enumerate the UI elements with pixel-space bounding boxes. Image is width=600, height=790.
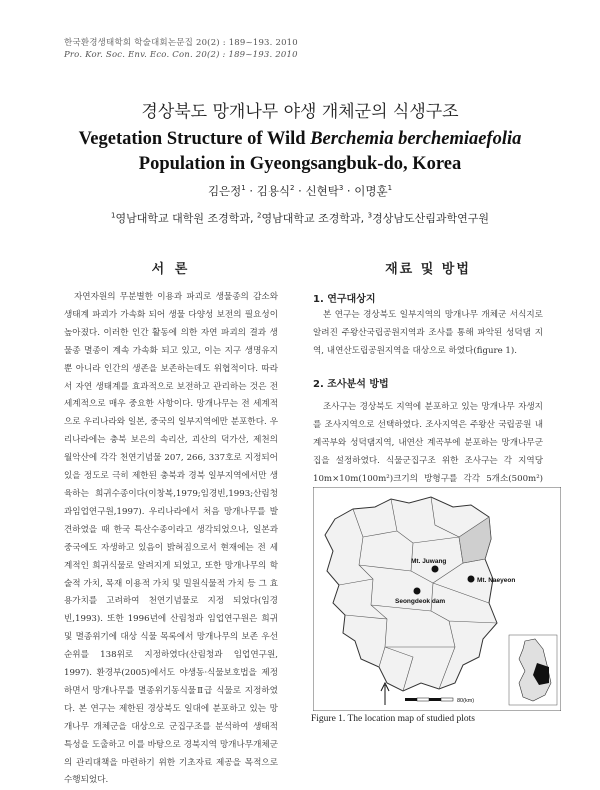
site-marker-juwang bbox=[432, 566, 439, 573]
title-korean: 경상북도 망개나무 야생 개체군의 식생구조 bbox=[141, 102, 459, 122]
title-english-line2: Population in Gyeongsangbuk-do, Korea bbox=[138, 154, 462, 174]
site-label-juwang: Mt. Juwang bbox=[411, 558, 447, 565]
affiliation-mark: 1 bbox=[111, 211, 116, 220]
inset-map-korea bbox=[509, 635, 557, 705]
title-english-line1 bbox=[0, 129, 600, 150]
affiliation-mark: 3 bbox=[367, 211, 373, 220]
methods-paragraph-2: 조사구는 경상북도 지역에 분포하고 있는 망개나무 자생지를 조사지역으로 선택하였다. 조사지역은 주왕산 국립공원 내 계곡부와 성덕댐지역, 내연산 계곡부에 분포하는 망개나무군집을 설정하였다. 식물군집구조 위한 조사구는 각 지역당 10m×10m(100m²)크기의 방형구를 각각 5개소(500m²) bbox=[313, 402, 543, 484]
affiliation-text: 경상남도산림과학연구원 bbox=[372, 212, 489, 225]
journal-citation-en: Pro. Kor. Soc. Env. Eco. Con. 20(2) : 189~193. 2010 bbox=[64, 50, 298, 60]
intro-paragraph: 자연자원의 무분별한 이용과 파괴로 생물종의 감소와 생태계 파괴가 가속화 되어 생물 다양성 보전의 필요성이 높아졌다. 이러한 인간 활동에 의한 자연 파괴의 결과 생물종 멸종이 계속 가속화 되고 있고, 이는 지구 생명유지 뿐 아니라 인간의 생존을 보존하는데도 위협적이다. 따라서 자연 생태계를 효과적으로 보전하고 관리하는 것은 전 세계적으로 매우 중요한 사항이다. 망개나무는 전 세계적으로 우리나라와 일본, 중국의 일부지역에만 분포한다. 우리나라에는 충북 보은의 속리산, 괴산의 덕가산, 제천의 월악산에 각각 천연기념물 207, 266, 337호로 지정되어 있을 정도로 극히 제한된 충북과 경북 일부지역에서만 생육하는 희귀수종이다(이창복,1979;임경빈,1993;산림청과임업연구원,1997). 우리나라에서 처음 망개나무를 발견하였을 때 한국 특산수종이라고 생각되었으나, 일본과 중국에도 자생하고 있음이 밝혀짐으로서 현재에는 전 세계적인 희귀식물로 알려지게 되었고, 또한 망개나무의 학술적 가치, 목재 이용적 가치 및 밀원식물적 가치 등 그 효용가치를 고려하여 천연기념물로 지정 되었다(임경빈,1993). 또한 1996년에 산림청과 임업연구원은 희귀 및 멸종위기에 대상 식물 목록에서 망개나무의 보존 우선순위를 138위로 지정하였다(산림청과 임업연구원, 1997). 환경부(2005)에서도 야생동·식물보호법을 제정하면서 망개나무를 멸종위기동식물Ⅱ급 식물로 지정하였다. 본 연구는 제한된 경상북도 일대에 분포하고 있는 망개나무 개체군을 대상으로 군집구조를 분석하여 생태적 특성을 도출하고 이를 바탕으로 경북지역 망개나무개체군의 관리대책을 마련하기 위한 기초자료 제공을 목적으로 수행되었다. bbox=[64, 292, 278, 786]
journal-citation-ko: 한국환경생태학회 학술대회논문집 20(2) : 189~193. 2010 bbox=[64, 38, 298, 48]
author-name: 김용식 bbox=[256, 184, 291, 198]
author-mark: 1 bbox=[241, 184, 246, 193]
author-name: 이명훈 bbox=[354, 184, 388, 198]
methods-subheading-1: 1. 연구대상지 bbox=[313, 294, 376, 305]
site-marker-seongdeok bbox=[414, 588, 421, 595]
author-list bbox=[0, 183, 600, 199]
title-english-prefix: Vegetation Structure of Wild bbox=[78, 129, 311, 149]
author-mark: 1 bbox=[387, 184, 393, 193]
author-mark: 2 bbox=[290, 184, 295, 193]
author-sep: · bbox=[343, 184, 355, 198]
intro-heading: 서 론 bbox=[151, 262, 191, 277]
title-english-species: Berchemia berchemiaefolia bbox=[310, 129, 522, 149]
methods-paragraph-1: 본 연구는 경상북도 일부지역의 망개나무 개체군 서식지로 알려진 주왕산국립공원지역과 조사를 통해 파악된 성덕댐 지역, 내연산도립공원지역을 대상으로 하였다(figure 1). bbox=[313, 310, 543, 356]
author-mark: 3 bbox=[338, 184, 344, 193]
location-map bbox=[313, 487, 561, 711]
author-name: 신현탁 bbox=[305, 184, 339, 198]
author-name: 김은정 bbox=[207, 184, 242, 198]
author-sep: · bbox=[245, 184, 257, 198]
figure-caption: Figure 1. The location map of studied plots bbox=[311, 714, 475, 724]
affiliation-mark: 2 bbox=[257, 211, 262, 220]
site-label-seongdeok: Seongdeok dam bbox=[395, 598, 446, 605]
methods-heading: 재료 및 방법 bbox=[385, 262, 471, 277]
scale-label: 80(km) bbox=[457, 698, 475, 704]
author-sep: · bbox=[294, 184, 306, 198]
site-marker-naeyeon bbox=[468, 576, 475, 583]
methods-subheading-2: 2. 조사분석 방법 bbox=[313, 379, 389, 390]
affiliation-list bbox=[0, 210, 600, 226]
site-label-naeyeon: Mt. Naeyeon bbox=[477, 577, 516, 584]
affiliation-text: 영남대학교 조경학과, bbox=[261, 212, 368, 225]
scale-bar bbox=[405, 698, 453, 701]
affiliation-text: 영남대학교 대학원 조경학과, bbox=[115, 212, 257, 225]
